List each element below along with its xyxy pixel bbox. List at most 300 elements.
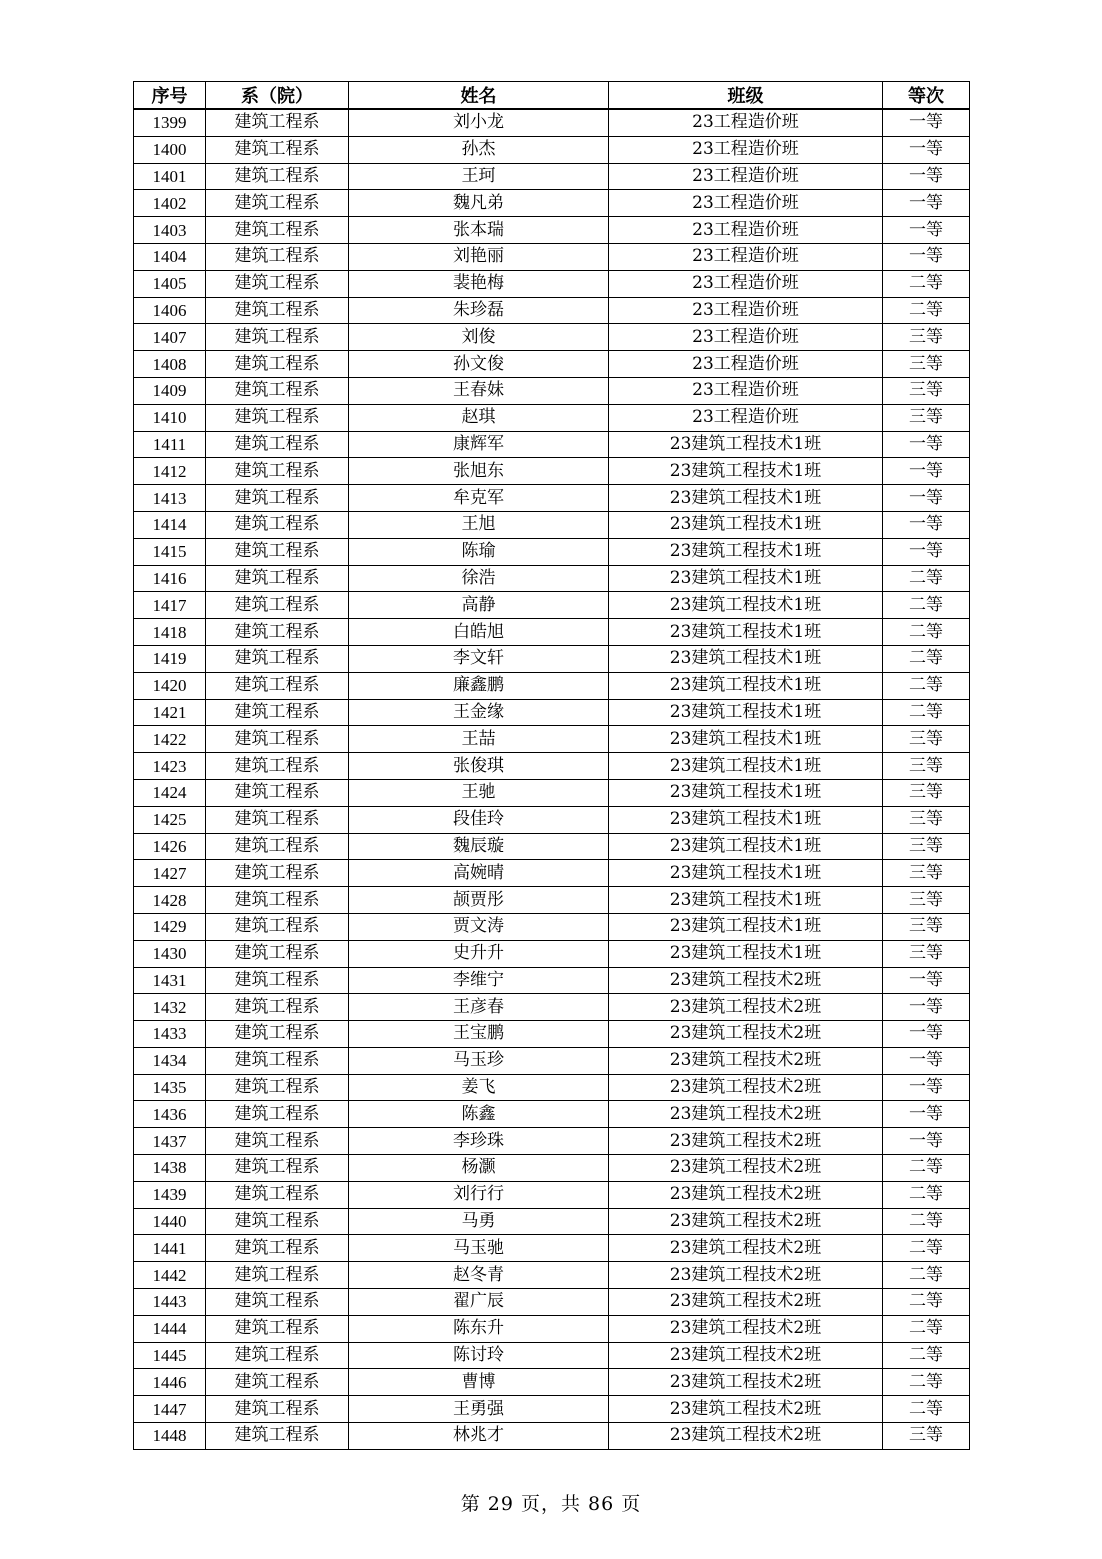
cell-class: 23建筑工程技术2班 bbox=[609, 1315, 883, 1342]
cell-class: 23建筑工程技术1班 bbox=[609, 672, 883, 699]
cell-name: 贾文涛 bbox=[349, 913, 609, 940]
cell-index: 1446 bbox=[134, 1369, 206, 1396]
cell-name: 颉贾彤 bbox=[349, 887, 609, 914]
cell-index: 1428 bbox=[134, 887, 206, 914]
table-row bbox=[134, 324, 970, 351]
cell-grade: 三等 bbox=[883, 833, 970, 860]
cell-index: 1419 bbox=[134, 645, 206, 672]
cell-name: 王珂 bbox=[349, 163, 609, 190]
cell-department: 建筑工程系 bbox=[206, 967, 349, 994]
cell-department: 建筑工程系 bbox=[206, 753, 349, 780]
cell-index: 1426 bbox=[134, 833, 206, 860]
cell-grade: 二等 bbox=[883, 699, 970, 726]
cell-index: 1400 bbox=[134, 136, 206, 163]
cell-name: 曹博 bbox=[349, 1369, 609, 1396]
cell-index: 1444 bbox=[134, 1315, 206, 1342]
cell-department: 建筑工程系 bbox=[206, 1289, 349, 1316]
table-row bbox=[134, 1101, 970, 1128]
cell-index: 1402 bbox=[134, 190, 206, 217]
cell-grade: 二等 bbox=[883, 297, 970, 324]
cell-department: 建筑工程系 bbox=[206, 404, 349, 431]
cell-name: 高静 bbox=[349, 592, 609, 619]
cell-grade: 三等 bbox=[883, 860, 970, 887]
cell-grade: 二等 bbox=[883, 1342, 970, 1369]
cell-grade: 一等 bbox=[883, 1021, 970, 1048]
cell-class: 23建筑工程技术2班 bbox=[609, 967, 883, 994]
cell-grade: 二等 bbox=[883, 592, 970, 619]
table-row bbox=[134, 565, 970, 592]
table-row bbox=[134, 485, 970, 512]
cell-department: 建筑工程系 bbox=[206, 511, 349, 538]
cell-grade: 三等 bbox=[883, 377, 970, 404]
cell-name: 李维宁 bbox=[349, 967, 609, 994]
cell-grade: 三等 bbox=[883, 940, 970, 967]
cell-department: 建筑工程系 bbox=[206, 1423, 349, 1450]
cell-index: 1420 bbox=[134, 672, 206, 699]
cell-index: 1411 bbox=[134, 431, 206, 458]
cell-name: 孙文俊 bbox=[349, 351, 609, 378]
cell-index: 1425 bbox=[134, 806, 206, 833]
cell-index: 1406 bbox=[134, 297, 206, 324]
cell-class: 23建筑工程技术1班 bbox=[609, 619, 883, 646]
cell-index: 1408 bbox=[134, 351, 206, 378]
cell-name: 王旭 bbox=[349, 511, 609, 538]
cell-grade: 二等 bbox=[883, 1262, 970, 1289]
cell-grade: 一等 bbox=[883, 967, 970, 994]
table-row bbox=[134, 163, 970, 190]
cell-department: 建筑工程系 bbox=[206, 1342, 349, 1369]
cell-department: 建筑工程系 bbox=[206, 619, 349, 646]
cell-name: 张旭东 bbox=[349, 458, 609, 485]
cell-index: 1416 bbox=[134, 565, 206, 592]
table-row bbox=[134, 1369, 970, 1396]
cell-name: 刘俊 bbox=[349, 324, 609, 351]
cell-department: 建筑工程系 bbox=[206, 1235, 349, 1262]
table-row bbox=[134, 833, 970, 860]
cell-class: 23工程造价班 bbox=[609, 109, 883, 136]
table-row bbox=[134, 217, 970, 244]
table-row bbox=[134, 136, 970, 163]
cell-name: 徐浩 bbox=[349, 565, 609, 592]
table-row bbox=[134, 270, 970, 297]
table-row bbox=[134, 619, 970, 646]
cell-class: 23建筑工程技术2班 bbox=[609, 1021, 883, 1048]
cell-department: 建筑工程系 bbox=[206, 163, 349, 190]
table-row bbox=[134, 1396, 970, 1423]
cell-class: 23建筑工程技术1班 bbox=[609, 538, 883, 565]
cell-department: 建筑工程系 bbox=[206, 485, 349, 512]
cell-name: 刘小龙 bbox=[349, 109, 609, 136]
cell-index: 1429 bbox=[134, 913, 206, 940]
cell-index: 1435 bbox=[134, 1074, 206, 1101]
cell-class: 23建筑工程技术2班 bbox=[609, 1128, 883, 1155]
cell-name: 孙杰 bbox=[349, 136, 609, 163]
cell-name: 康辉军 bbox=[349, 431, 609, 458]
table-row bbox=[134, 431, 970, 458]
cell-grade: 二等 bbox=[883, 645, 970, 672]
cell-department: 建筑工程系 bbox=[206, 565, 349, 592]
cell-department: 建筑工程系 bbox=[206, 940, 349, 967]
cell-department: 建筑工程系 bbox=[206, 297, 349, 324]
cell-class: 23建筑工程技术2班 bbox=[609, 1208, 883, 1235]
cell-department: 建筑工程系 bbox=[206, 1047, 349, 1074]
cell-class: 23建筑工程技术2班 bbox=[609, 1181, 883, 1208]
cell-grade: 一等 bbox=[883, 458, 970, 485]
cell-department: 建筑工程系 bbox=[206, 726, 349, 753]
table-row bbox=[134, 592, 970, 619]
cell-index: 1437 bbox=[134, 1128, 206, 1155]
cell-grade: 一等 bbox=[883, 1074, 970, 1101]
cell-department: 建筑工程系 bbox=[206, 1369, 349, 1396]
cell-index: 1447 bbox=[134, 1396, 206, 1423]
cell-class: 23建筑工程技术2班 bbox=[609, 994, 883, 1021]
cell-index: 1414 bbox=[134, 511, 206, 538]
cell-index: 1430 bbox=[134, 940, 206, 967]
table-row bbox=[134, 645, 970, 672]
cell-index: 1439 bbox=[134, 1181, 206, 1208]
table-row bbox=[134, 753, 970, 780]
cell-index: 1399 bbox=[134, 109, 206, 136]
table-row bbox=[134, 1315, 970, 1342]
table-row bbox=[134, 779, 970, 806]
cell-class: 23建筑工程技术2班 bbox=[609, 1262, 883, 1289]
cell-name: 赵琪 bbox=[349, 404, 609, 431]
table-row bbox=[134, 1235, 970, 1262]
table-row bbox=[134, 109, 970, 136]
table-row bbox=[134, 672, 970, 699]
cell-department: 建筑工程系 bbox=[206, 1128, 349, 1155]
cell-class: 23建筑工程技术2班 bbox=[609, 1396, 883, 1423]
cell-department: 建筑工程系 bbox=[206, 243, 349, 270]
cell-grade: 三等 bbox=[883, 913, 970, 940]
cell-department: 建筑工程系 bbox=[206, 431, 349, 458]
cell-name: 马玉驰 bbox=[349, 1235, 609, 1262]
cell-name: 裴艳梅 bbox=[349, 270, 609, 297]
cell-grade: 二等 bbox=[883, 672, 970, 699]
table-row bbox=[134, 243, 970, 270]
cell-grade: 一等 bbox=[883, 217, 970, 244]
cell-name: 马玉珍 bbox=[349, 1047, 609, 1074]
cell-department: 建筑工程系 bbox=[206, 1208, 349, 1235]
table-row bbox=[134, 297, 970, 324]
table-row bbox=[134, 860, 970, 887]
table-row bbox=[134, 699, 970, 726]
cell-index: 1443 bbox=[134, 1289, 206, 1316]
cell-grade: 二等 bbox=[883, 1181, 970, 1208]
cell-department: 建筑工程系 bbox=[206, 324, 349, 351]
cell-class: 23工程造价班 bbox=[609, 351, 883, 378]
cell-class: 23建筑工程技术2班 bbox=[609, 1342, 883, 1369]
cell-class: 23建筑工程技术1班 bbox=[609, 753, 883, 780]
cell-class: 23建筑工程技术2班 bbox=[609, 1289, 883, 1316]
cell-department: 建筑工程系 bbox=[206, 270, 349, 297]
header-grade: 等次 bbox=[883, 82, 970, 110]
cell-index: 1415 bbox=[134, 538, 206, 565]
header-department: 系（院） bbox=[206, 82, 349, 110]
cell-name: 王勇强 bbox=[349, 1396, 609, 1423]
cell-department: 建筑工程系 bbox=[206, 994, 349, 1021]
cell-department: 建筑工程系 bbox=[206, 458, 349, 485]
cell-index: 1442 bbox=[134, 1262, 206, 1289]
cell-index: 1434 bbox=[134, 1047, 206, 1074]
header-name: 姓名 bbox=[349, 82, 609, 110]
cell-class: 23建筑工程技术2班 bbox=[609, 1369, 883, 1396]
table-row bbox=[134, 351, 970, 378]
cell-class: 23建筑工程技术2班 bbox=[609, 1101, 883, 1128]
cell-class: 23工程造价班 bbox=[609, 404, 883, 431]
cell-grade: 二等 bbox=[883, 619, 970, 646]
cell-grade: 三等 bbox=[883, 404, 970, 431]
cell-department: 建筑工程系 bbox=[206, 217, 349, 244]
table-row bbox=[134, 806, 970, 833]
cell-class: 23建筑工程技术1班 bbox=[609, 485, 883, 512]
cell-index: 1427 bbox=[134, 860, 206, 887]
cell-name: 史升升 bbox=[349, 940, 609, 967]
cell-class: 23建筑工程技术1班 bbox=[609, 565, 883, 592]
cell-index: 1410 bbox=[134, 404, 206, 431]
cell-class: 23建筑工程技术1班 bbox=[609, 806, 883, 833]
cell-name: 廉鑫鹏 bbox=[349, 672, 609, 699]
table-row bbox=[134, 1181, 970, 1208]
cell-name: 杨灏 bbox=[349, 1155, 609, 1182]
cell-class: 23建筑工程技术1班 bbox=[609, 913, 883, 940]
cell-department: 建筑工程系 bbox=[206, 377, 349, 404]
cell-name: 朱珍磊 bbox=[349, 297, 609, 324]
table-row bbox=[134, 1021, 970, 1048]
cell-grade: 二等 bbox=[883, 1208, 970, 1235]
cell-index: 1413 bbox=[134, 485, 206, 512]
cell-grade: 一等 bbox=[883, 1101, 970, 1128]
table-row bbox=[134, 404, 970, 431]
cell-index: 1401 bbox=[134, 163, 206, 190]
cell-department: 建筑工程系 bbox=[206, 592, 349, 619]
table-row bbox=[134, 1128, 970, 1155]
cell-name: 马勇 bbox=[349, 1208, 609, 1235]
cell-department: 建筑工程系 bbox=[206, 109, 349, 136]
header-index: 序号 bbox=[134, 82, 206, 110]
cell-index: 1440 bbox=[134, 1208, 206, 1235]
cell-name: 王宝鹏 bbox=[349, 1021, 609, 1048]
cell-index: 1433 bbox=[134, 1021, 206, 1048]
cell-index: 1418 bbox=[134, 619, 206, 646]
cell-grade: 一等 bbox=[883, 511, 970, 538]
table-row bbox=[134, 726, 970, 753]
cell-grade: 三等 bbox=[883, 753, 970, 780]
cell-grade: 一等 bbox=[883, 109, 970, 136]
cell-name: 魏凡弟 bbox=[349, 190, 609, 217]
cell-department: 建筑工程系 bbox=[206, 645, 349, 672]
cell-grade: 三等 bbox=[883, 806, 970, 833]
table-row bbox=[134, 1208, 970, 1235]
cell-class: 23工程造价班 bbox=[609, 377, 883, 404]
cell-name: 张本瑞 bbox=[349, 217, 609, 244]
cell-index: 1409 bbox=[134, 377, 206, 404]
cell-grade: 三等 bbox=[883, 1423, 970, 1450]
cell-department: 建筑工程系 bbox=[206, 806, 349, 833]
cell-index: 1421 bbox=[134, 699, 206, 726]
cell-name: 陈瑜 bbox=[349, 538, 609, 565]
cell-grade: 二等 bbox=[883, 1289, 970, 1316]
cell-class: 23建筑工程技术1班 bbox=[609, 779, 883, 806]
table-row bbox=[134, 1047, 970, 1074]
cell-index: 1441 bbox=[134, 1235, 206, 1262]
table-row bbox=[134, 994, 970, 1021]
cell-class: 23工程造价班 bbox=[609, 243, 883, 270]
cell-index: 1448 bbox=[134, 1423, 206, 1450]
cell-class: 23工程造价班 bbox=[609, 324, 883, 351]
cell-department: 建筑工程系 bbox=[206, 1021, 349, 1048]
cell-index: 1412 bbox=[134, 458, 206, 485]
cell-grade: 一等 bbox=[883, 431, 970, 458]
cell-grade: 二等 bbox=[883, 270, 970, 297]
cell-name: 陈东升 bbox=[349, 1315, 609, 1342]
cell-name: 陈鑫 bbox=[349, 1101, 609, 1128]
cell-name: 高婉晴 bbox=[349, 860, 609, 887]
cell-class: 23工程造价班 bbox=[609, 190, 883, 217]
cell-department: 建筑工程系 bbox=[206, 1074, 349, 1101]
cell-department: 建筑工程系 bbox=[206, 1262, 349, 1289]
cell-class: 23建筑工程技术1班 bbox=[609, 458, 883, 485]
cell-class: 23建筑工程技术1班 bbox=[609, 833, 883, 860]
cell-name: 王喆 bbox=[349, 726, 609, 753]
table-row bbox=[134, 1074, 970, 1101]
table-row bbox=[134, 967, 970, 994]
cell-class: 23工程造价班 bbox=[609, 270, 883, 297]
cell-grade: 二等 bbox=[883, 1369, 970, 1396]
cell-grade: 一等 bbox=[883, 1047, 970, 1074]
cell-index: 1436 bbox=[134, 1101, 206, 1128]
table-row bbox=[134, 1262, 970, 1289]
cell-name: 王彦春 bbox=[349, 994, 609, 1021]
cell-index: 1445 bbox=[134, 1342, 206, 1369]
cell-department: 建筑工程系 bbox=[206, 1396, 349, 1423]
cell-index: 1438 bbox=[134, 1155, 206, 1182]
cell-index: 1405 bbox=[134, 270, 206, 297]
header-class: 班级 bbox=[609, 82, 883, 110]
cell-class: 23工程造价班 bbox=[609, 136, 883, 163]
cell-class: 23建筑工程技术1班 bbox=[609, 431, 883, 458]
cell-grade: 一等 bbox=[883, 243, 970, 270]
cell-name: 陈讨玲 bbox=[349, 1342, 609, 1369]
cell-class: 23建筑工程技术1班 bbox=[609, 699, 883, 726]
cell-class: 23工程造价班 bbox=[609, 217, 883, 244]
cell-grade: 一等 bbox=[883, 994, 970, 1021]
page-number: 第 29 页，共 86 页 bbox=[460, 1493, 642, 1515]
cell-class: 23建筑工程技术1班 bbox=[609, 592, 883, 619]
cell-class: 23建筑工程技术1班 bbox=[609, 726, 883, 753]
cell-name: 刘行行 bbox=[349, 1181, 609, 1208]
header-row bbox=[134, 82, 970, 110]
cell-index: 1417 bbox=[134, 592, 206, 619]
cell-department: 建筑工程系 bbox=[206, 1101, 349, 1128]
cell-name: 魏辰璇 bbox=[349, 833, 609, 860]
cell-grade: 三等 bbox=[883, 887, 970, 914]
cell-class: 23建筑工程技术2班 bbox=[609, 1235, 883, 1262]
cell-name: 翟广辰 bbox=[349, 1289, 609, 1316]
cell-grade: 一等 bbox=[883, 1128, 970, 1155]
cell-index: 1404 bbox=[134, 243, 206, 270]
cell-name: 段佳玲 bbox=[349, 806, 609, 833]
table-row bbox=[134, 190, 970, 217]
cell-grade: 二等 bbox=[883, 1155, 970, 1182]
cell-grade: 三等 bbox=[883, 779, 970, 806]
table-row bbox=[134, 458, 970, 485]
cell-grade: 二等 bbox=[883, 1396, 970, 1423]
cell-index: 1422 bbox=[134, 726, 206, 753]
cell-department: 建筑工程系 bbox=[206, 538, 349, 565]
cell-department: 建筑工程系 bbox=[206, 1181, 349, 1208]
cell-class: 23建筑工程技术2班 bbox=[609, 1423, 883, 1450]
table-row bbox=[134, 913, 970, 940]
cell-index: 1432 bbox=[134, 994, 206, 1021]
cell-class: 23建筑工程技术1班 bbox=[609, 940, 883, 967]
cell-department: 建筑工程系 bbox=[206, 887, 349, 914]
cell-grade: 二等 bbox=[883, 565, 970, 592]
table-row bbox=[134, 1155, 970, 1182]
table-header bbox=[134, 82, 970, 110]
table-body bbox=[134, 109, 970, 1449]
cell-index: 1424 bbox=[134, 779, 206, 806]
cell-name: 林兆才 bbox=[349, 1423, 609, 1450]
cell-department: 建筑工程系 bbox=[206, 779, 349, 806]
cell-class: 23工程造价班 bbox=[609, 163, 883, 190]
cell-grade: 二等 bbox=[883, 1235, 970, 1262]
cell-department: 建筑工程系 bbox=[206, 136, 349, 163]
cell-grade: 一等 bbox=[883, 538, 970, 565]
cell-name: 李珍珠 bbox=[349, 1128, 609, 1155]
cell-index: 1407 bbox=[134, 324, 206, 351]
cell-grade: 一等 bbox=[883, 190, 970, 217]
cell-name: 白皓旭 bbox=[349, 619, 609, 646]
cell-name: 张俊琪 bbox=[349, 753, 609, 780]
table-row bbox=[134, 1342, 970, 1369]
cell-department: 建筑工程系 bbox=[206, 913, 349, 940]
cell-class: 23建筑工程技术1班 bbox=[609, 860, 883, 887]
cell-class: 23建筑工程技术1班 bbox=[609, 511, 883, 538]
award-roster-table bbox=[133, 81, 970, 1450]
cell-name: 刘艳丽 bbox=[349, 243, 609, 270]
cell-grade: 一等 bbox=[883, 163, 970, 190]
cell-class: 23建筑工程技术1班 bbox=[609, 887, 883, 914]
cell-department: 建筑工程系 bbox=[206, 190, 349, 217]
cell-department: 建筑工程系 bbox=[206, 351, 349, 378]
cell-index: 1431 bbox=[134, 967, 206, 994]
cell-name: 王金缘 bbox=[349, 699, 609, 726]
cell-grade: 三等 bbox=[883, 351, 970, 378]
table-row bbox=[134, 538, 970, 565]
table-row bbox=[134, 1289, 970, 1316]
cell-name: 赵冬青 bbox=[349, 1262, 609, 1289]
cell-department: 建筑工程系 bbox=[206, 1315, 349, 1342]
cell-grade: 二等 bbox=[883, 1315, 970, 1342]
cell-department: 建筑工程系 bbox=[206, 860, 349, 887]
cell-class: 23建筑工程技术2班 bbox=[609, 1047, 883, 1074]
cell-department: 建筑工程系 bbox=[206, 833, 349, 860]
cell-grade: 一等 bbox=[883, 136, 970, 163]
cell-index: 1403 bbox=[134, 217, 206, 244]
cell-class: 23建筑工程技术2班 bbox=[609, 1074, 883, 1101]
table-row bbox=[134, 1423, 970, 1450]
table-row bbox=[134, 511, 970, 538]
cell-department: 建筑工程系 bbox=[206, 1155, 349, 1182]
cell-index: 1423 bbox=[134, 753, 206, 780]
cell-class: 23工程造价班 bbox=[609, 297, 883, 324]
cell-class: 23建筑工程技术1班 bbox=[609, 645, 883, 672]
cell-grade: 三等 bbox=[883, 324, 970, 351]
table-row bbox=[134, 887, 970, 914]
cell-name: 姜飞 bbox=[349, 1074, 609, 1101]
cell-class: 23建筑工程技术2班 bbox=[609, 1155, 883, 1182]
